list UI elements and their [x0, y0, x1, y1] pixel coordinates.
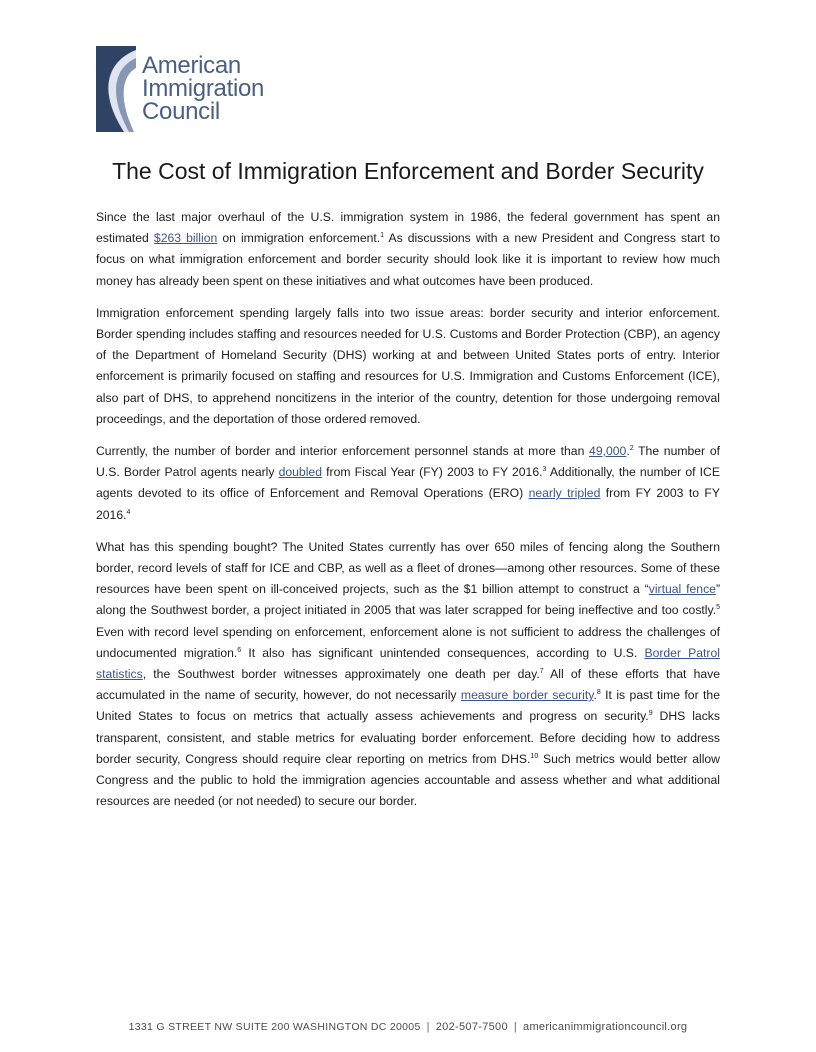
- organization-logo: [96, 46, 276, 134]
- paragraph-2: [96, 303, 720, 430]
- logo-swoosh-icon: [96, 46, 136, 132]
- footnote-ref[interactable]: 9: [648, 710, 653, 718]
- text: on immigration enforcement.: [217, 231, 381, 246]
- footer-separator: |: [426, 1021, 430, 1033]
- paragraph-3: [96, 441, 720, 526]
- paragraph-4: [96, 537, 720, 813]
- footnote-ref[interactable]: 7: [539, 668, 544, 676]
- link-measure-border-security[interactable]: measure border security: [460, 688, 594, 703]
- logo-wordmark: [142, 54, 264, 123]
- footnote-ref[interactable]: 5: [716, 604, 720, 612]
- text: from FY 2003 to FY 2016.: [96, 486, 720, 522]
- text: As discussions with a new President and Congress start to focus on what immigration enforcement and border security should look like it is important to review how much money has already been spent on these initiatives and what outcomes have been produced.: [96, 231, 720, 288]
- logo-line-1: American: [142, 52, 241, 79]
- link-doubled[interactable]: doubled: [278, 465, 322, 480]
- text: It is past time for the United States to focus on metrics that actually assess achievements and progress on security.: [96, 688, 720, 724]
- text: .: [593, 688, 597, 703]
- text: What has this spending bought? The United States currently has over 650 miles of fencing along the Southern border, record levels of staff for ICE and CBP, as well as a fleet of drones—among other resources. Some of these resources have been spent on ill-conceived projects, such as the $1 billion attempt to construct a “: [96, 539, 720, 597]
- text: Such metrics would better allow Congress and the public to hold the immigration agencies accountable and assess whether and what additional resources are needed (or not needed) to secure our border.: [96, 751, 720, 809]
- page-title: The Cost of Immigration Enforcement and Border Security: [112, 158, 704, 184]
- footnote-ref[interactable]: 1: [380, 232, 385, 240]
- text: Even with record level spending on enforcement, enforcement alone is not sufficient to address the challenges of undocumented migration.: [96, 624, 720, 660]
- footer-separator: |: [513, 1021, 518, 1033]
- link-nearly-tripled[interactable]: nearly tripled: [528, 486, 601, 501]
- text: DHS lacks transparent, consistent, and stable metrics for evaluating border enforcement. Before deciding how to address border security, Congress should require clear reporting on metrics from DHS.: [96, 709, 720, 766]
- link-49000[interactable]: 49,000: [589, 444, 627, 459]
- link-virtual-fence[interactable]: virtual fence: [648, 582, 716, 597]
- text: It also has significant unintended consequences, according to U.S.: [241, 645, 645, 660]
- text: Immigration enforcement spending largely falls into two issue areas: border security and interior enforcement. Border spending includes staffing and resources needed for U.S. Customs and Border Protection (CBP), an agency of the Department of Homeland Security (DHS) working at and between United States ports of entry. Interior enforcement is primarily focused on staffing and resources for U.S. Immigration and Customs Enforcement (ICE), also part of DHS, to apprehend noncitizens in the interior of the country, detention for those undergoing removal proceedings, and the deportation of those ordered removed.: [96, 305, 720, 426]
- paragraph-1: [96, 207, 720, 292]
- footnote-ref[interactable]: 4: [126, 508, 131, 516]
- text: Since the last major overhaul of the U.S. immigration system in 1986, the federal government has spent an estimated: [96, 210, 720, 246]
- text: Additionally, the number of ICE agents devoted to its office of Enforcement and Removal Operations (ERO): [96, 465, 720, 501]
- text: All of these efforts that have accumulated in the name of security, however, do not necessarily: [96, 667, 720, 703]
- page-footer: [0, 1021, 816, 1033]
- logo-line-2: Immigration: [142, 75, 265, 102]
- footer-address: 1331 G STREET NW SUITE 200 WASHINGTON DC 20005: [128, 1021, 421, 1033]
- text: The number of U.S. Border Patrol agents nearly: [96, 444, 720, 480]
- text: .: [626, 444, 630, 459]
- footnote-ref[interactable]: 6: [237, 646, 242, 654]
- footer-website[interactable]: americanimmigrationcouncil.org: [523, 1021, 688, 1033]
- footnote-ref[interactable]: 8: [596, 689, 601, 697]
- footnote-ref[interactable]: 10: [530, 752, 539, 760]
- logo-line-3: Council: [142, 98, 220, 125]
- footer-phone: 202-507-7500: [435, 1021, 508, 1033]
- link-border-patrol-statistics[interactable]: Border Patrol statistics: [96, 645, 720, 682]
- text: Currently, the number of border and interior enforcement personnel stands at more than: [96, 444, 590, 459]
- text: from Fiscal Year (FY) 2003 to FY 2016.: [321, 465, 543, 480]
- document-body: [96, 207, 720, 823]
- link-263-billion[interactable]: $263 billion: [153, 231, 218, 246]
- text: , the Southwest border witnesses approximately one death per day.: [142, 667, 540, 682]
- footnote-ref[interactable]: 2: [629, 445, 634, 453]
- text: ” along the Southwest border, a project initiated in 2005 that was later scrapped for being ineffective and too costly.: [96, 582, 721, 618]
- footnote-ref[interactable]: 3: [542, 466, 547, 474]
